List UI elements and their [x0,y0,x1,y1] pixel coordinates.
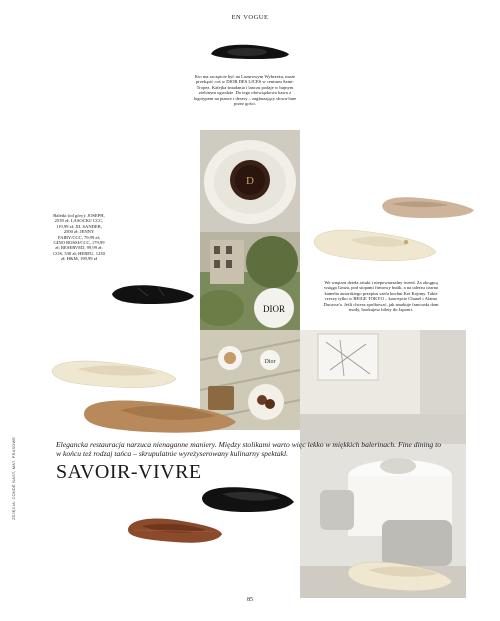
shoe-tan-suede-flat [80,394,240,438]
photo-dior-cake [200,130,300,232]
intro-text: Elegancka restauracja narzuca nienaganne maniery. Między stolikami warto więc lekko w miękkich balerinach. Fine dining to w końcu też rodzaj tańca – skrupulatnie wyreżyserowany kulinarny spektakl. [56,440,442,458]
caption-dior-des-lices: Kto ma szczęście być na Lazurowym Wybrzeżu, może przekąsić coś w DIOR DES LICES w centrum Saint-Tropez. Kafejka śniadania i lanczu podaje w bujnym zielonym ogrodzie. Do tego obowiązkowo kawa z logotypem na piance i desery – zagłarzający słowa-lone przez gości. [193,74,297,107]
shoe-brown-satin-flat [124,512,226,548]
shoe-black-ballet-strap [108,278,198,308]
shoe-cream-square-flat [48,353,180,395]
caption-beige-tokyo: We wnętrzu dzieła sztuki i niepowtarzalny tweed. Za okrągną wstęga Gmza, pod stopami firmowy butik, a na talerzu czarna kamelia autorskiego przepisu szefa kuchni Kei Kojimy. Takie rzeczy tylko w BEIGE TOKYO – koncepcie Chanel i Alaina Ducasse'a. Jeśli chcesz spróbować, jak smakuje francuski dom mody, bookujesz bilety do Japonii. [323,280,439,313]
shoe-cream-flat-bow [310,222,440,270]
photo-dior-garden [200,232,300,330]
svg-text:D: D [246,175,254,187]
shoe-black-flat-top [205,36,293,64]
caption-ballet-flats-list: Baletki (od góry): JOSEPH, 2539 zł; LASOCKI/ CCC, 119,99 zł; JIL SANDER, 2500 zł; JENNY FAIRY/CCC, 79,99 zł; GINO ROSSI/CCC, 179,99 zł; RESERVED, 99,99 zł; COS, 530 zł; HEREU, 1230 zł; H&M, 199,99 zł [53,213,105,262]
section-heading: SAVOIR-VIVRE [56,461,202,483]
dior-sign-text: DIOR [263,304,285,314]
page-number: 85 [247,597,253,603]
cup-logo-text: Dior [264,359,276,365]
shoe-cream-flat-bottom [344,556,456,598]
magazine-header: EN VOGUE [231,14,269,21]
photo-credit: ZDJĘCIA: CONDÉ NAST, MAT. PRASOWE [12,436,16,520]
shoe-black-leather-flat [198,482,298,516]
shoe-beige-pointed-flat [378,188,478,226]
